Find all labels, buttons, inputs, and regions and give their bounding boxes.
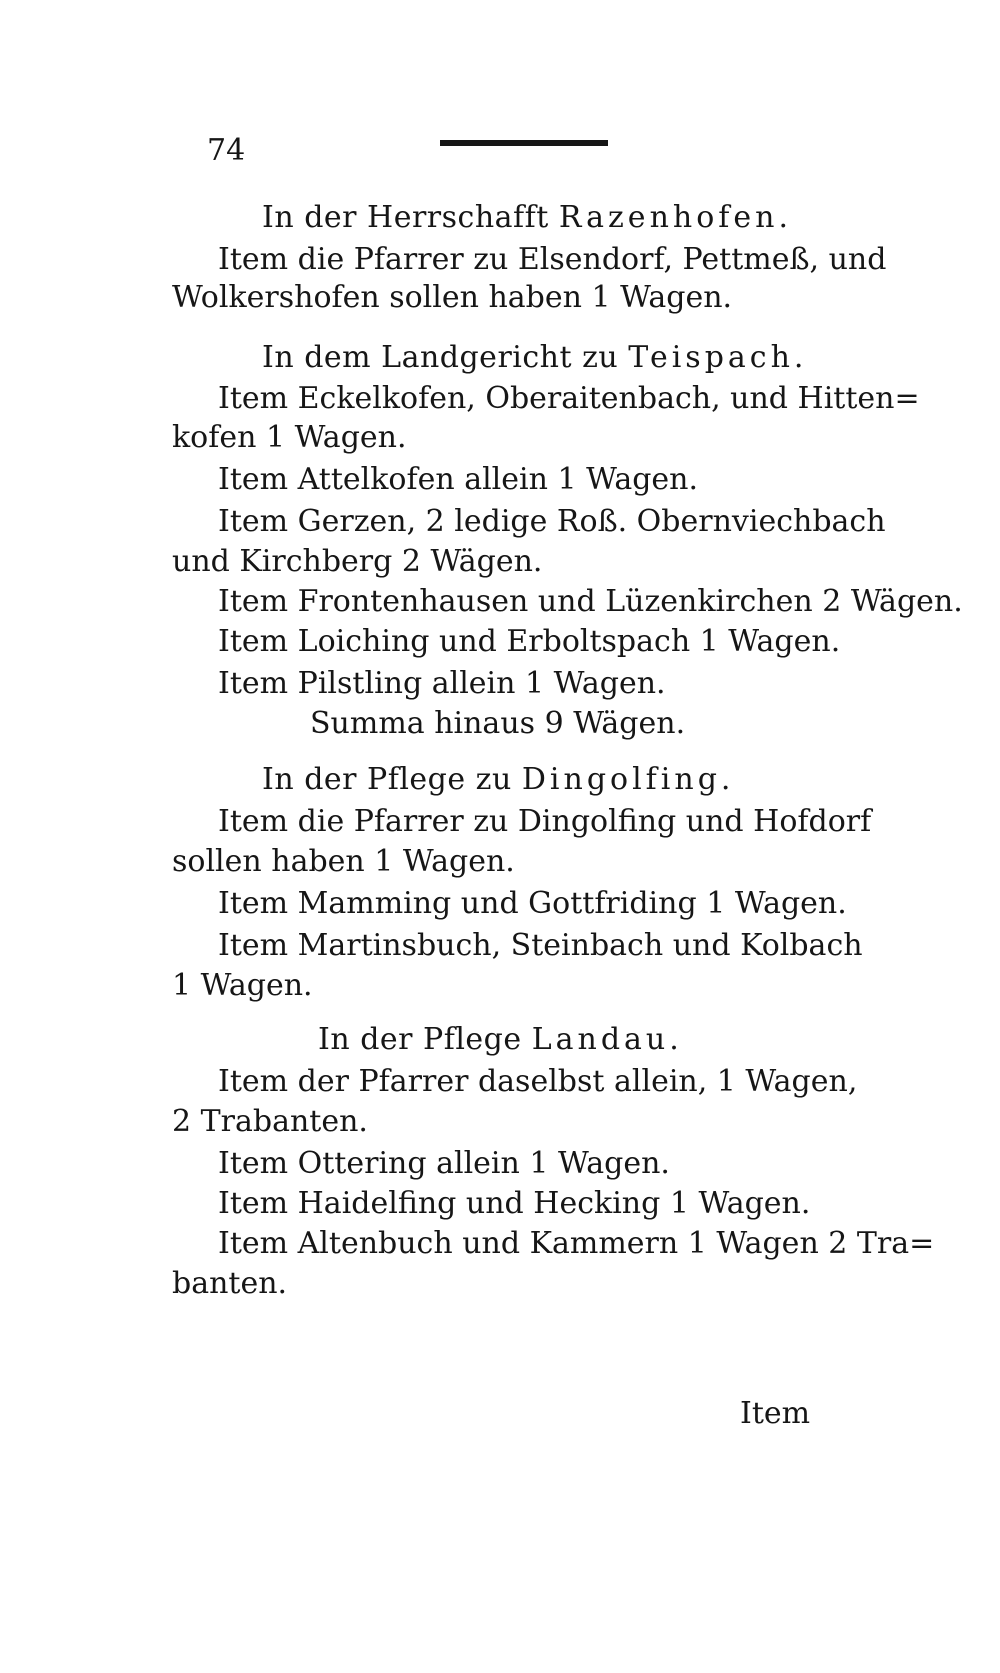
- heading-prefix: In der Pflege: [318, 1022, 532, 1057]
- heading-spaced: Dingolfing.: [521, 762, 735, 797]
- heading-prefix: In dem Landgericht zu: [262, 340, 629, 375]
- text-line: und Kirchberg 2 Wägen.: [172, 544, 543, 579]
- heading-prefix: In der Pflege zu: [262, 762, 522, 797]
- text-line: Wolkershofen sollen haben 1 Wagen.: [172, 280, 733, 315]
- summa-line: Summa hinaus 9 Wägen.: [310, 706, 686, 741]
- section-heading: [318, 1018, 683, 1062]
- section-heading: [262, 196, 792, 240]
- text-line: Item Altenbuch und Kammern 1 Wagen 2 Tra=: [218, 1226, 935, 1261]
- text-line: Item Pilstling allein 1 Wagen.: [218, 666, 666, 701]
- heading-spaced: Razenhofen.: [558, 200, 792, 235]
- catchword: Item: [740, 1396, 811, 1431]
- section-heading: [262, 336, 807, 380]
- text-line: Item Mamming und Gottfriding 1 Wagen.: [218, 886, 847, 921]
- text-line: Item Haidelfing und Hecking 1 Wagen.: [218, 1186, 811, 1221]
- text-line: 2 Trabanten.: [172, 1104, 368, 1139]
- text-line: Item Attelkofen allein 1 Wagen.: [218, 462, 699, 497]
- text-line: banten.: [172, 1266, 288, 1301]
- text-line: Item Eckelkofen, Oberaitenbach, und Hitten=: [218, 381, 920, 416]
- text-line: Item Gerzen, 2 ledige Roß. Obernviechbach: [218, 504, 886, 539]
- text-line: Item die Pfarrer zu Elsendorf, Pettmeß, und: [218, 242, 887, 277]
- text-line: Item Loiching und Erboltspach 1 Wagen.: [218, 624, 841, 659]
- text-line: kofen 1 Wagen.: [172, 420, 407, 455]
- text-line: Item Ottering allein 1 Wagen.: [218, 1146, 670, 1181]
- text-line: Item die Pfarrer zu Dingolfing und Hofdorf: [218, 804, 872, 839]
- text-line: Item Frontenhausen und Lüzenkirchen 2 Wägen.: [218, 584, 963, 619]
- text-line: 1 Wagen.: [172, 968, 313, 1003]
- heading-spaced: Teispach.: [628, 340, 808, 375]
- text-line: Item der Pfarrer daselbst allein, 1 Wagen,: [218, 1064, 858, 1099]
- section-heading: [262, 758, 734, 802]
- header-rule: [440, 140, 608, 146]
- text-line: Item Martinsbuch, Steinbach und Kolbach: [218, 928, 863, 963]
- heading-prefix: In der Herrschafft: [262, 200, 559, 235]
- text-line: sollen haben 1 Wagen.: [172, 844, 515, 879]
- page-number: 74: [207, 133, 246, 168]
- heading-spaced: Landau.: [531, 1022, 683, 1057]
